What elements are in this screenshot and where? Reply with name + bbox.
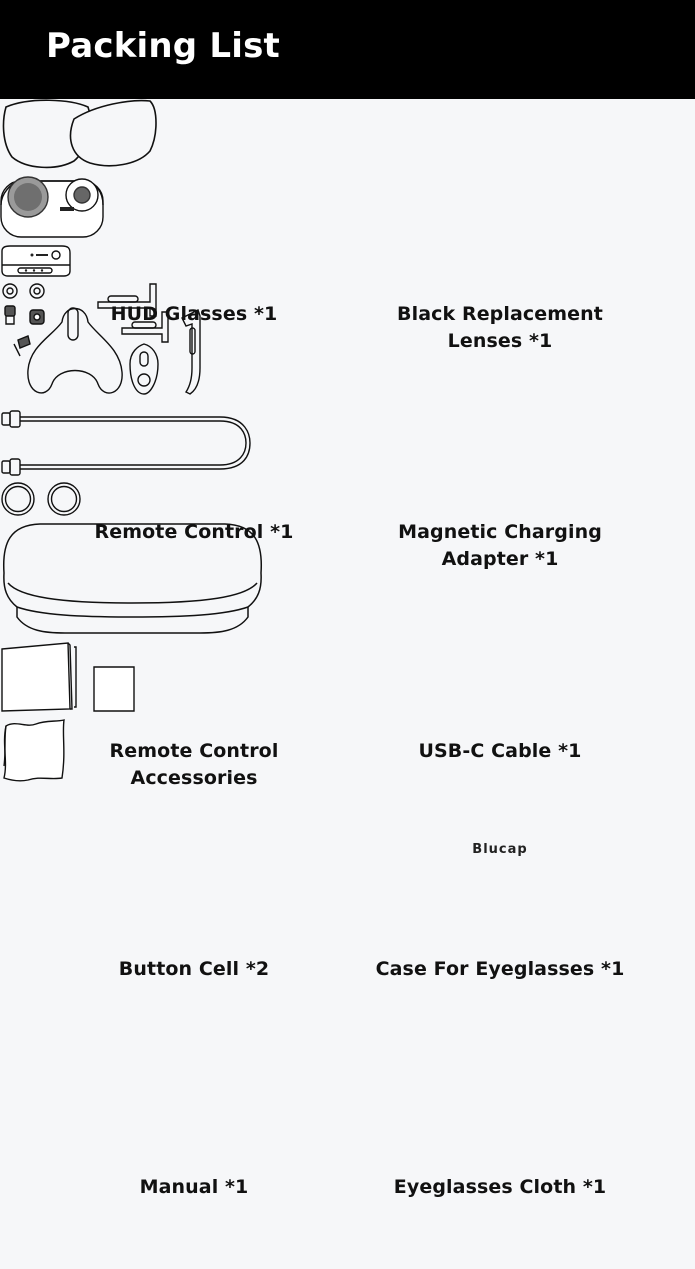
accessories-icon bbox=[0, 282, 205, 402]
item-label: Eyeglasses Cloth *1 bbox=[393, 1176, 607, 1198]
page-title: Packing List bbox=[46, 26, 280, 66]
item-label: Button Cell *2 bbox=[118, 958, 270, 980]
lenses-icon bbox=[0, 95, 160, 170]
header-bar bbox=[0, 0, 695, 99]
item-label: Magnetic Charging Adapter *1 bbox=[398, 521, 602, 570]
usb-cable-icon bbox=[0, 407, 255, 477]
item-label: HUD Glasses *1 bbox=[110, 303, 278, 325]
charging-adapter-icon bbox=[0, 245, 72, 277]
manual-icon bbox=[0, 641, 138, 713]
item-label: Remote Control *1 bbox=[94, 521, 294, 543]
item-label: USB-C Cable *1 bbox=[418, 740, 582, 762]
item-label: Remote Control Accessories bbox=[109, 740, 279, 789]
item-label: Case For Eyeglasses *1 bbox=[375, 958, 625, 980]
remote-control-icon bbox=[0, 175, 105, 240]
item-label: Black Replacement Lenses *1 bbox=[397, 303, 603, 352]
case-brand-logo: Blucap bbox=[472, 842, 528, 857]
button-cell-icon bbox=[0, 482, 85, 516]
item-label: Manual *1 bbox=[139, 1176, 249, 1198]
